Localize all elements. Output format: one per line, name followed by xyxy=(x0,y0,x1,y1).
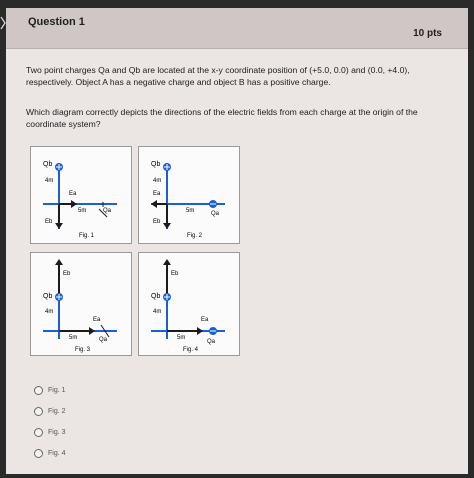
label-dist-x: 5m xyxy=(177,335,186,341)
label-dist-y: 4m xyxy=(45,178,54,184)
option-label: Fig. 2 xyxy=(48,408,66,415)
label-qa: Qa xyxy=(207,339,216,345)
label-eb: Eb xyxy=(45,219,53,225)
option-fig-1[interactable] xyxy=(34,380,66,401)
label-dist-x: 5m xyxy=(69,335,78,341)
label-qb: Qb xyxy=(43,161,53,168)
label-eb: Eb xyxy=(153,219,161,225)
label-dist-y: 4m xyxy=(153,309,162,315)
figure-caption: Fig. 4 xyxy=(183,347,199,353)
label-dist-x: 5m xyxy=(186,208,195,214)
label-qb: Qb xyxy=(151,293,161,300)
label-dist-x: 5m xyxy=(78,208,87,214)
radio-button[interactable] xyxy=(34,449,43,458)
figure-caption: Fig. 1 xyxy=(79,233,95,239)
option-fig-4[interactable] xyxy=(34,443,66,464)
option-label: Fig. 1 xyxy=(48,387,66,394)
label-eb: Eb xyxy=(63,271,71,277)
figure-4 xyxy=(138,252,240,356)
figure-caption: Fig. 2 xyxy=(187,233,203,239)
radio-button[interactable] xyxy=(34,428,43,437)
option-fig-2[interactable] xyxy=(34,401,66,422)
label-qa: Qa xyxy=(211,211,220,217)
label-ea: Ea xyxy=(69,191,77,197)
figure-caption: Fig. 3 xyxy=(75,347,91,353)
label-qb: Qb xyxy=(151,161,161,168)
label-dist-y: 4m xyxy=(45,309,54,315)
label-eb: Eb xyxy=(171,271,179,277)
label-qb: Qb xyxy=(43,293,53,300)
figure-2 xyxy=(138,146,240,244)
label-dist-y: 4m xyxy=(153,178,162,184)
answer-options xyxy=(34,380,66,464)
option-label: Fig. 4 xyxy=(48,450,66,457)
label-qa: Qa xyxy=(99,337,108,343)
figure-3 xyxy=(30,252,132,356)
option-label: Fig. 3 xyxy=(48,429,66,436)
question-card xyxy=(6,8,468,474)
option-fig-3[interactable] xyxy=(34,422,66,443)
question-prompt: Which diagram correctly depicts the directions of the electric fields from each charge at the origin of the coordinate system? xyxy=(26,107,418,129)
radio-button[interactable] xyxy=(34,386,43,395)
question-header xyxy=(6,8,468,49)
question-points: 10 pts xyxy=(413,28,442,39)
radio-button[interactable] xyxy=(34,407,43,416)
figure-1 xyxy=(30,146,132,244)
question-title: Question 1 xyxy=(28,16,85,28)
label-qa: Qa xyxy=(103,208,112,214)
question-text: Two point charges Qa and Qb are located at the x-y coordinate position of (+5.0, 0.0) and (0.0, +4.0), respectively. Object A has a negative charge and object B has a positive charge. xyxy=(26,65,410,87)
label-ea: Ea xyxy=(93,317,101,323)
label-ea: Ea xyxy=(201,317,209,323)
label-ea: Ea xyxy=(153,191,161,197)
